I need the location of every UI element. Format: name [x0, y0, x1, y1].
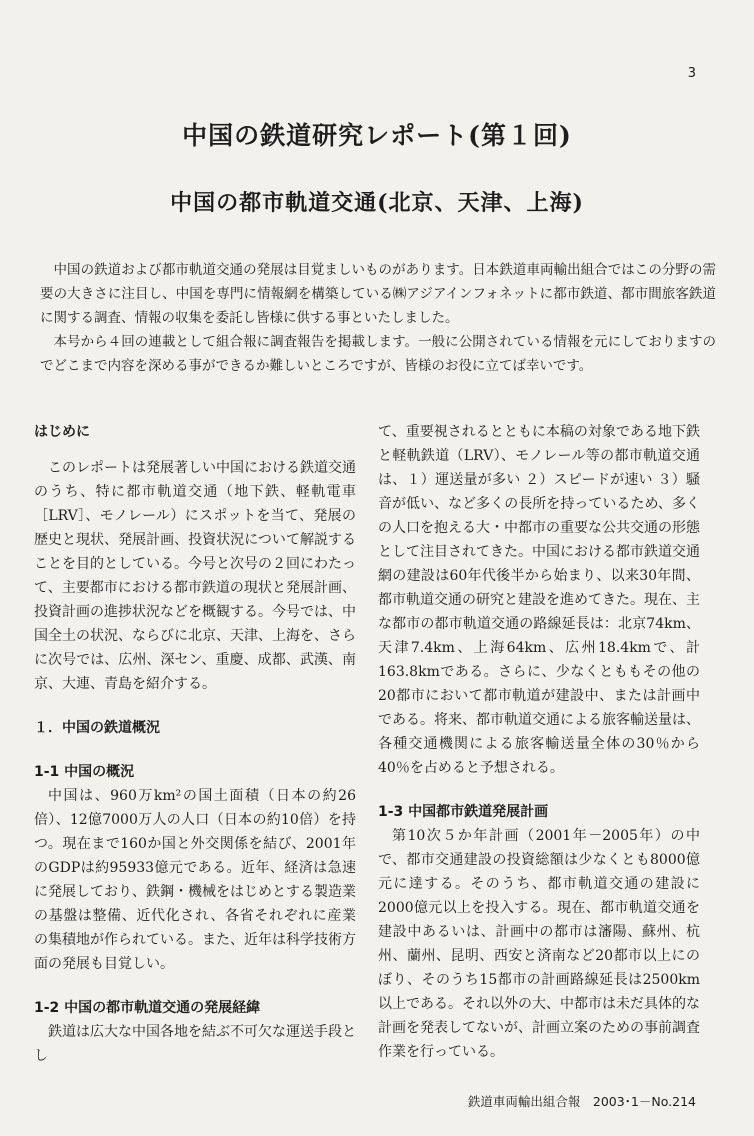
report-title: 中国の鉄道研究レポート(第１回) — [182, 121, 572, 150]
intro-text: このレポートは発展著しい中国における鉄道交通のうち、特に都市軌道交通（地下鉄、軽軌電車［LRV］、モノレール）にスポットを当て、発展の歴史と現状、発展計画、投資状況について解説することを目的としている。今号と次号の２回にわたって、主要都市における都市鉄道の現状と発展計画、投資計画の進捗状況などを概観する。今号では、中国全土の状況、ならびに北京、天津、上海を、さらに次号では、広州、深セン、重慶、成都、武漢、南京、大連、青島を紹介する。 — [34, 460, 356, 692]
section-1-1-text: 中国は、960万km²の国土面積（日本の約26倍）、12億7000万人の人口（日本の約10倍）を持つ。現在まで160か国と外交関係を結び、2001年のGDPは約95933億元である。近年、経済は急速に発展しており、鉄鋼・機械をはじめとする製造業の基盤は整備、近代化され、各省それぞれに産業の集積地が作られている。また、近年は科学技術方面の発展も目覚しい。 — [34, 788, 356, 972]
right-column — [378, 420, 700, 1064]
section1-heading: １．中国の鉄道概況 — [34, 720, 160, 736]
section-1-3-heading: 1-3 中国都市鉄道発展計画 — [378, 804, 549, 820]
intro-paragraph-2: 本号から４回の連載として組合報に調査報告を掲載します。一般に公開されている情報を元にしておりますのでどこまで内容を深める事ができるか難しいところですが、皆様のお役に立てば幸いです。 — [40, 334, 716, 374]
page-number: 3 — [687, 66, 696, 81]
intro-paragraph-1: 中国の鉄道および都市軌道交通の発展は目覚ましいものがあります。日本鉄道車両輸出組合ではこの分野の需要の大きさに注目し、中国を専門に情報網を構築している㈱アジアインフォネットに都市鉄道、都市間旅客鉄道に関する調査、情報の収集を委託し皆様に供する事といたしました。 — [40, 262, 716, 326]
section-1-1-heading: 1-1 中国の概況 — [34, 764, 135, 780]
section-1-2-heading: 1-2 中国の都市軌道交通の発展経緯 — [34, 1000, 261, 1016]
report-subtitle: 中国の都市軌道交通(北京、天津、上海) — [170, 190, 584, 216]
intro-heading: はじめに — [34, 424, 90, 440]
footer-publication: 鉄道車両輸出組合報 2003･1－No.214 — [467, 1094, 696, 1109]
section-1-2-text: 鉄道は広大な中国各地を結ぶ不可欠な運送手段とし — [34, 1024, 356, 1064]
left-column — [34, 420, 356, 1068]
intro-block — [40, 258, 716, 378]
section-1-3-text: 第10次５か年計画（2001年－2005年）の中で、都市交通建設の投資総額は少なくとも8000億元に達する。そのうち、都市軌道交通の建設に2000億元以上を投入する。現在、都市軌道交通を建設中あるいは、計画中の都市は瀋陽、蘇州、杭州、蘭州、昆明、西安と済南など20都市以上にのぼり、そのうち15都市の計画路線延長は2500km以上である。それ以外の大、中都市は未だ具体的な計画を発表してないが、計画立案のための事前調査作業を行っている。 — [378, 828, 700, 1060]
section-1-2-continued: て、重要視されるとともに本稿の対象である地下鉄と軽軌鉄道（LRV）、モノレール等の都市軌道交通は、１）運送量が多い ２）スピードが速い ３）騒音が低い、など多くの長所を持っているため、多くの人口を抱える大・中都市の重要な公共交通の形態として注目されてきた。中国における都市鉄道交通網の建設は60年代後半から始まり、以来30年間、都市軌道交通の研究と建設を進めてきた。現在、主な都市の都市軌道交通の路線延長は：北京74km、天津7.4km、上海64km、広州18.4kmで、計163.8kmである。さらに、少なくとももその他の20都市において都市軌道が建設中、または計画中である。将来、都市軌道交通による旅客輸送量は、各種交通機関による旅客輸送量全体の30％から40％を占めると予想される。 — [378, 424, 700, 776]
